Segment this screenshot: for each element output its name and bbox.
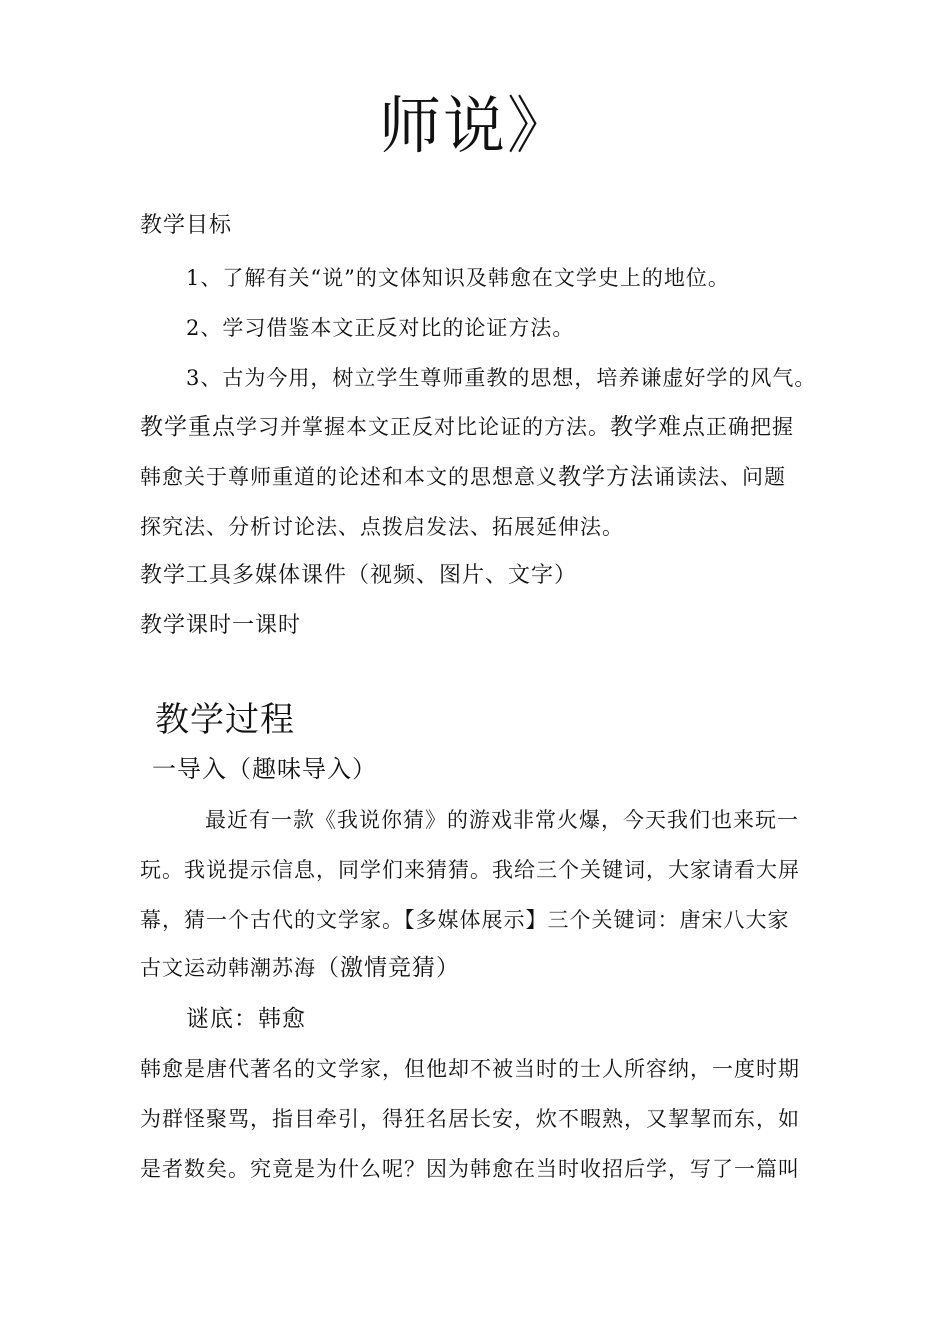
han-paragraph-line-1: 韩愈是唐代著名的文学家，但他却不被当时的士人所容纳，一度时期	[140, 1057, 800, 1081]
class-hours-line: 教学课时一课时	[140, 613, 302, 638]
process-heading: 教学过程	[155, 700, 295, 740]
objective-item-1: 1、了解有关“说”的文体知识及韩愈在文学史上的地位。	[186, 266, 730, 290]
answer-line: 谜底：韩愈	[186, 1006, 306, 1032]
methods-text-end: 探究法、分析讨论法、点拨启发法、拓展延伸法。	[140, 515, 624, 539]
methods-label: 教学方法	[558, 464, 654, 490]
intro-guess-note: （激情竞猜）	[316, 955, 460, 981]
intro-paragraph-line-2: 玩。我说提示信息，同学们来猜猜。我给三个关键词，大家请看大屏	[140, 858, 800, 882]
key-points-label: 教学重点	[140, 414, 236, 440]
difficulties-text-start: 正确把握	[706, 415, 794, 439]
key-points-line-2	[140, 462, 786, 492]
document-title: 师说》	[378, 89, 571, 162]
intro-paragraph-line-3: 幕，猜一个古代的文学家。【多媒体展示】三个关键词：唐宋八大家	[140, 908, 790, 932]
objective-item-3: 3、古为今用，树立学生尊师重教的思想，培养谦虚好学的风气。	[186, 366, 817, 390]
objective-item-2: 2、学习借鉴本文正反对比的论证方法。	[186, 316, 575, 340]
intro-paragraph-line-1: 最近有一款《我说你猜》的游戏非常火爆，今天我们也来玩一	[205, 808, 799, 832]
han-paragraph-line-2: 为群怪聚骂，指目牵引，得狂名居长安，炊不暇熟，又挈挈而东，如	[140, 1107, 800, 1131]
difficulties-label: 教学难点	[610, 414, 706, 440]
difficulties-text: 韩愈关于尊师重道的论述和本文的思想意义	[140, 465, 558, 489]
objectives-heading: 教学目标	[140, 213, 233, 238]
intro-paragraph-line-4	[140, 953, 460, 983]
key-points-text: 学习并掌握本文正反对比论证的方法。	[236, 415, 610, 439]
intro-keywords: 古文运动韩潮苏海	[140, 956, 316, 980]
key-points-line-1	[140, 412, 794, 442]
methods-text-start: 诵读法、问题	[654, 465, 786, 489]
intro-heading: 一导入（趣味导入）	[152, 755, 377, 783]
han-paragraph-line-3: 是者数矣。究竟是为什么呢？因为韩愈在当时收招后学，写了一篇叫	[140, 1157, 800, 1181]
tools-line: 教学工具多媒体课件（视频、图片、文字）	[140, 563, 578, 588]
